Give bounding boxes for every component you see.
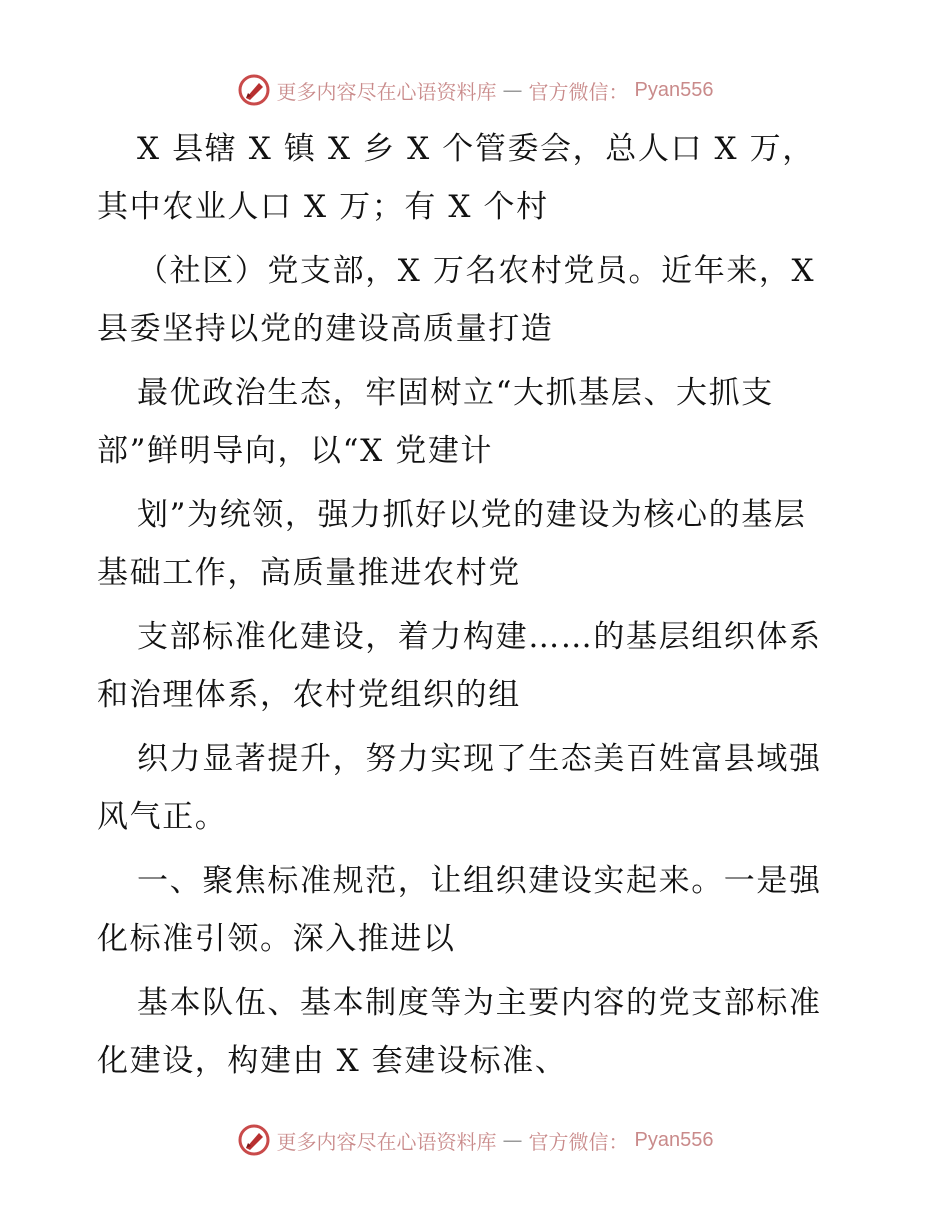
paragraph-line: 划”为统领，强力抓好以党的建设为核心的基层 bbox=[137, 497, 807, 533]
watermark-wechat-label: 官方微信： bbox=[528, 79, 629, 104]
paragraph-line: 织力显著提升，努力实现了生态美百姓富县域强 bbox=[137, 741, 822, 777]
paragraph-line: 风气正。 bbox=[97, 799, 228, 835]
paragraph-line: 部”鲜明导向，以“X 党建计 bbox=[97, 433, 494, 469]
paragraph-line: 其中农业人口 X 万；有 X 个村 bbox=[97, 189, 549, 225]
paragraph-line: 县委坚持以党的建设高质量打造 bbox=[97, 311, 554, 347]
paragraph-line: 化建设，构建由 X 套建设标准、 bbox=[97, 1043, 568, 1079]
paragraph bbox=[97, 730, 857, 846]
watermark-separator: — bbox=[502, 78, 523, 102]
paragraph-line: 最优政治生态，牢固树立“大抓基层、大抓支 bbox=[137, 375, 774, 411]
pen-nib-logo-icon bbox=[237, 1123, 271, 1157]
header-watermark bbox=[0, 68, 950, 112]
watermark-handle: Pyan556 bbox=[634, 1128, 714, 1151]
paragraph bbox=[97, 364, 857, 480]
paragraph-line: 基本队伍、基本制度等为主要内容的党支部标准 bbox=[137, 985, 822, 1021]
paragraph bbox=[97, 608, 857, 724]
paragraph-line: X 县辖 X 镇 X 乡 X 个管委会，总人口 X 万， bbox=[137, 131, 815, 167]
paragraph-line: 化标准引领。深入推进以 bbox=[97, 921, 456, 957]
paragraph-line: 一、聚焦标准规范，让组织建设实起来。一是强 bbox=[137, 863, 822, 899]
paragraph bbox=[97, 974, 857, 1090]
pen-nib-logo-icon bbox=[237, 73, 271, 107]
paragraph-line: 基础工作，高质量推进农村党 bbox=[97, 555, 521, 591]
paragraph bbox=[97, 852, 857, 968]
paragraph-line: 和治理体系，农村党组织的组 bbox=[97, 677, 521, 713]
paragraph-line: （社区）党支部，X 万名农村党员。近年来，X bbox=[137, 253, 816, 289]
watermark-text: 更多内容尽在心语资料库 bbox=[276, 79, 497, 104]
watermark-separator: — bbox=[502, 1128, 523, 1152]
footer-watermark bbox=[0, 1118, 950, 1162]
paragraph bbox=[97, 242, 857, 358]
watermark-wechat-label: 官方微信： bbox=[528, 1129, 629, 1154]
paragraph bbox=[97, 120, 857, 236]
watermark-handle: Pyan556 bbox=[634, 78, 714, 101]
paragraph-line: 支部标准化建设，着力构建……的基层组织体系 bbox=[137, 619, 822, 655]
paragraph bbox=[97, 486, 857, 602]
watermark-text: 更多内容尽在心语资料库 bbox=[276, 1129, 497, 1154]
document-body bbox=[97, 120, 857, 1096]
